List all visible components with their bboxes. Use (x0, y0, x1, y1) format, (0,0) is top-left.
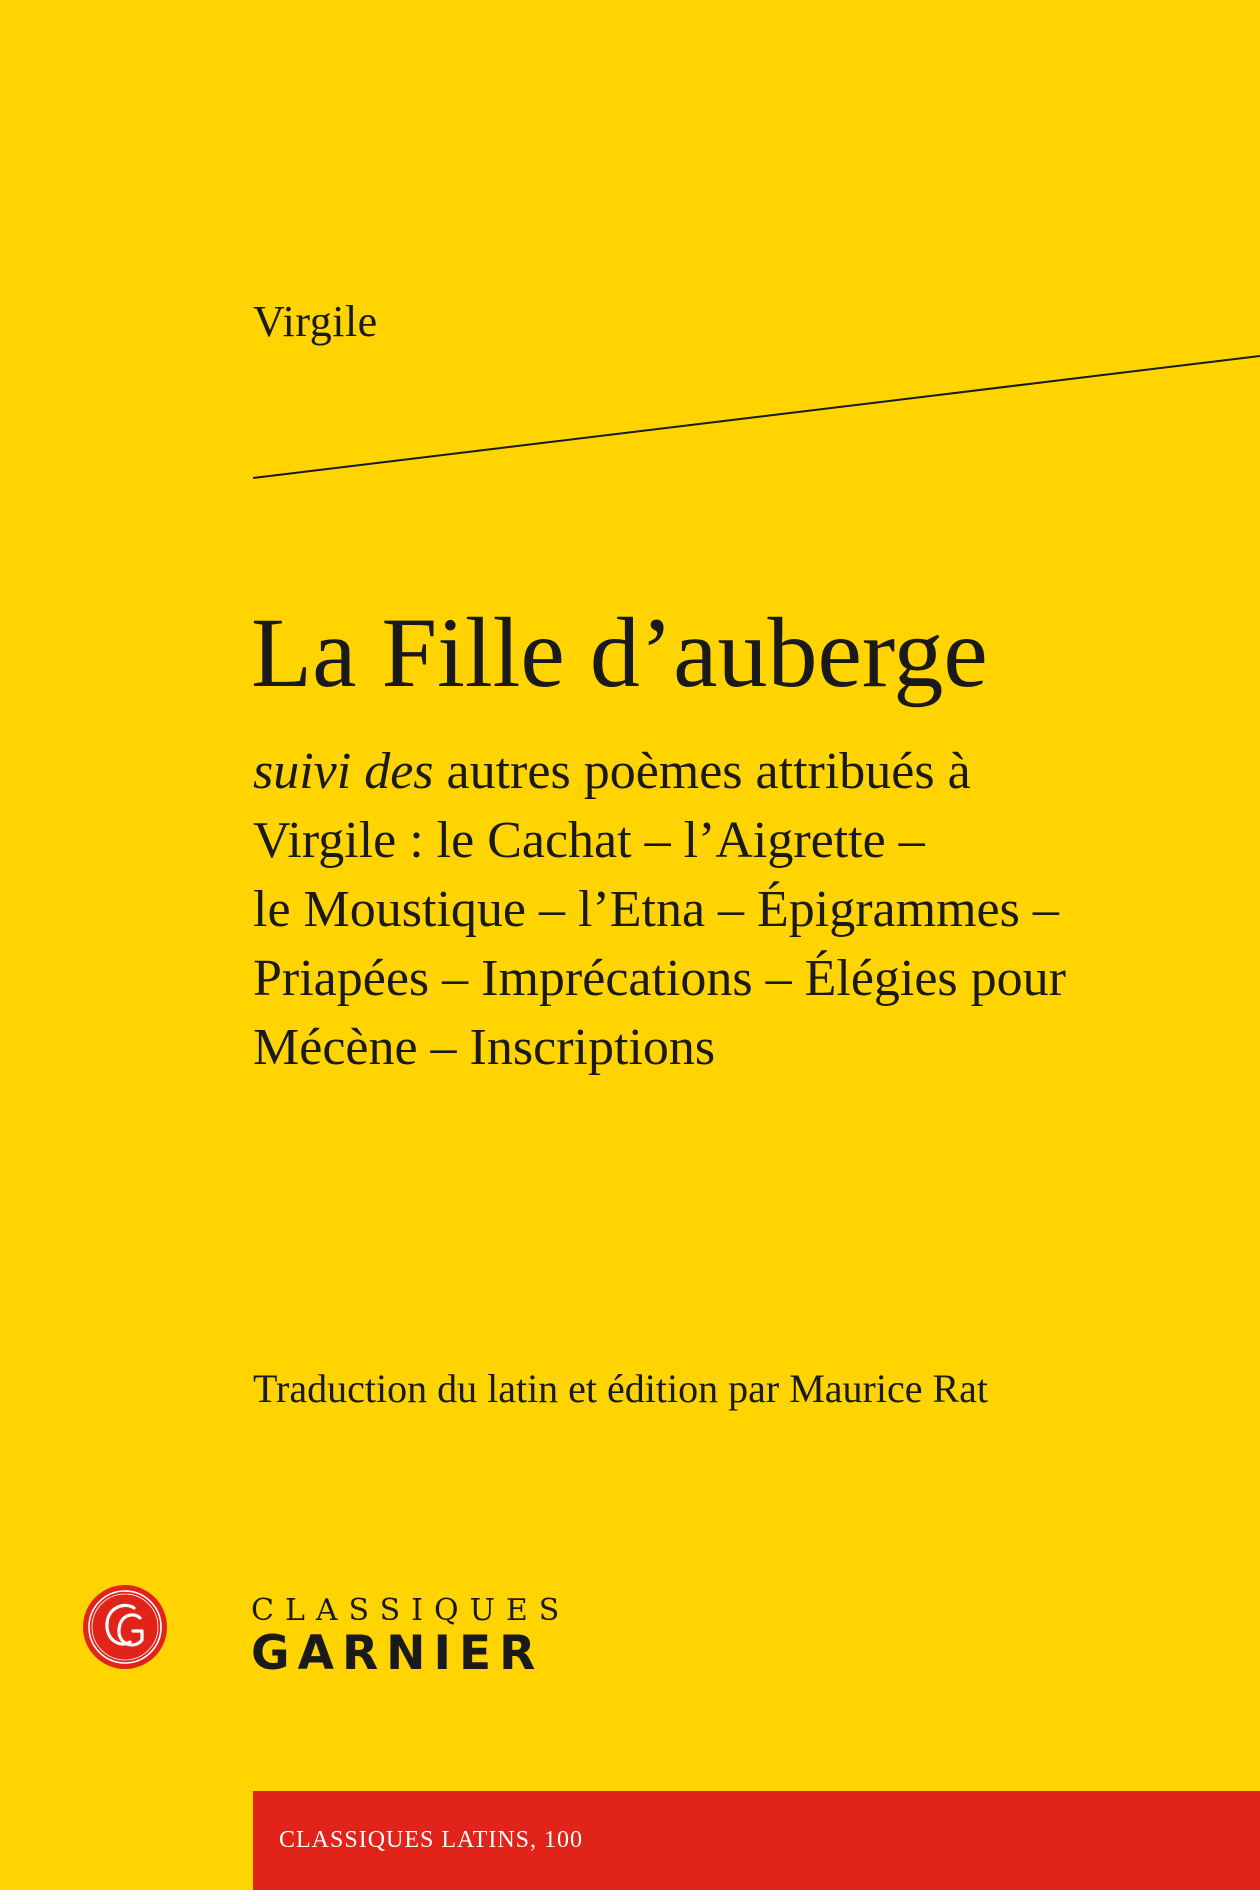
subtitle-intro-italic: suivi des (253, 743, 434, 800)
book-title: La Fille d’auberge (251, 597, 988, 708)
subtitle-line-3: le Moustique – l’Etna – Épigrammes – (253, 881, 1059, 938)
subtitle-line-1-rest: autres poèmes attribués à (433, 743, 971, 800)
subtitle-line-2: Virgile : le Cachat – l’Aigrette – (253, 812, 925, 869)
subtitle-line-4: Priapées – Imprécations – Élégies pour (253, 950, 1066, 1007)
author-name: Virgile (253, 297, 378, 346)
publisher-wordmark (251, 1594, 570, 1680)
diagonal-rule (0, 0, 1260, 500)
subtitle-line-5: Mécène – Inscriptions (253, 1019, 716, 1076)
series-band (253, 1791, 1260, 1890)
subtitle-line-1 (253, 737, 1253, 806)
publisher-line-1: CLASSIQUES (251, 1593, 571, 1628)
series-label: CLASSIQUES LATINS, 100 (279, 1827, 584, 1853)
translator-credit: Traduction du latin et édition par Maurice Rat (253, 1366, 989, 1411)
book-subtitle (253, 737, 1253, 1082)
publisher-line-2: GARNIER (251, 1626, 544, 1681)
publisher-logo-icon (82, 1584, 168, 1670)
